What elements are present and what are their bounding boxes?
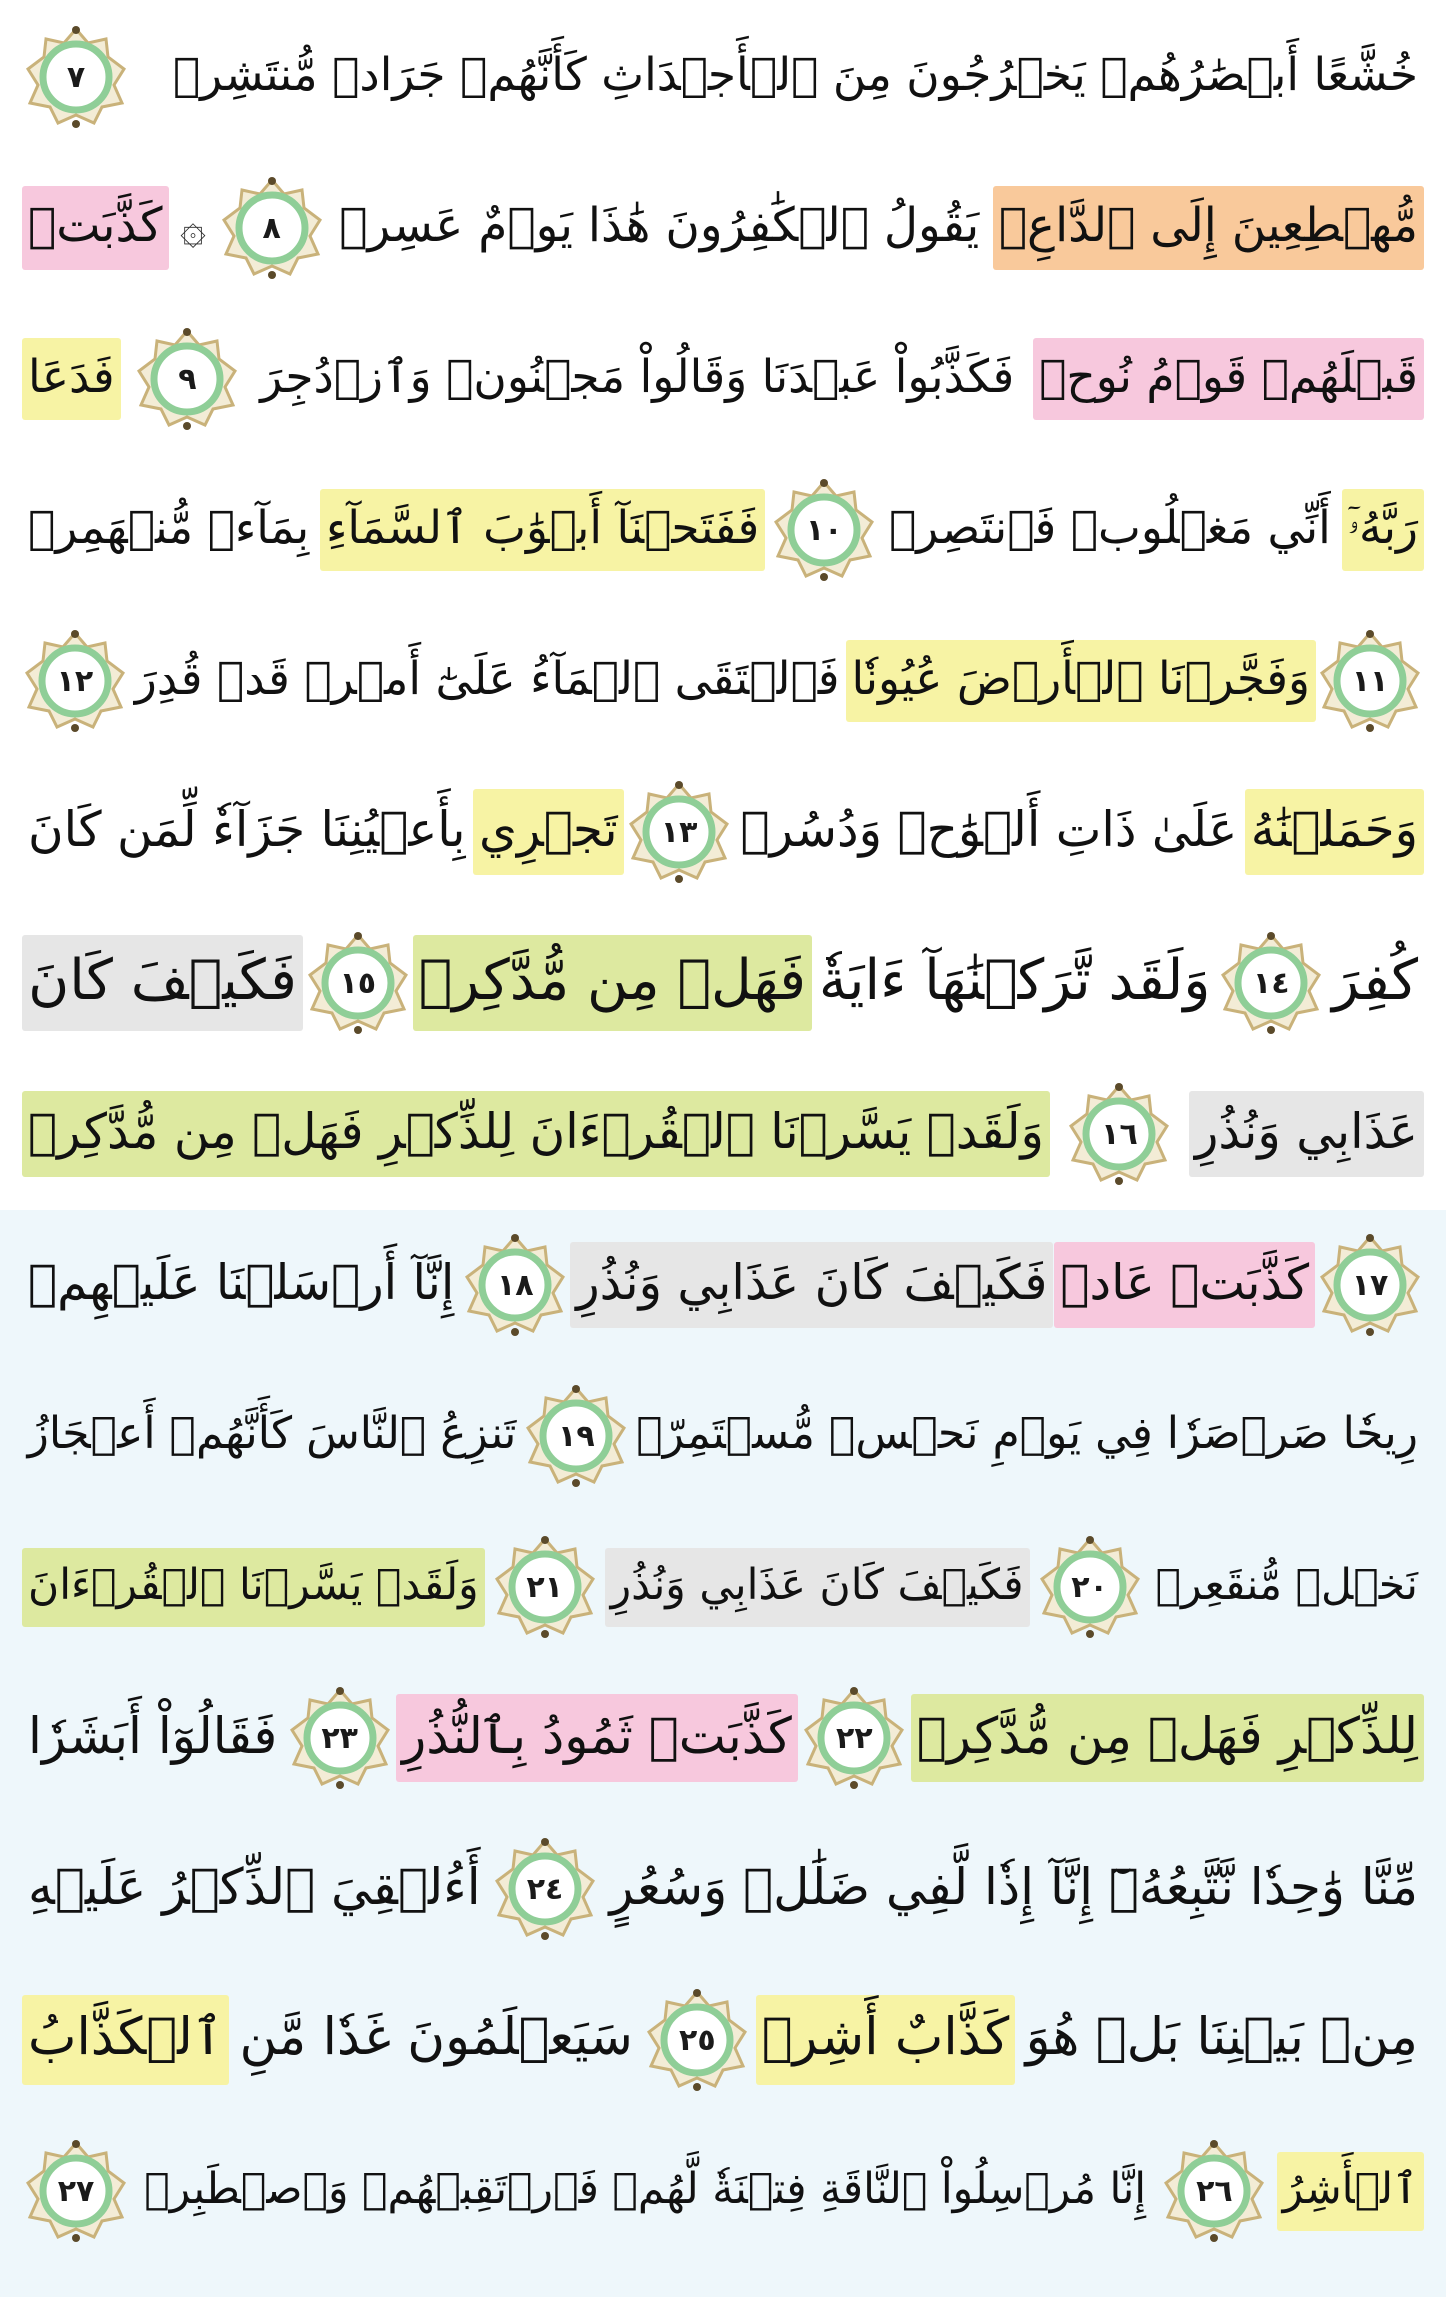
highlighted-verse-text: وَحَمَلۡنَٰهُ [1245, 789, 1424, 875]
verse-text: عَلَىٰ ذَاتِ أَلۡوَٰحٖ وَدُسُرٖ [740, 801, 1238, 858]
highlighted-verse-text: كَذَّبَتۡ ثَمُودُ بِٱلنُّذُرِ [396, 1694, 798, 1782]
text-line-2 [22, 163, 1424, 293]
text-line-1 [22, 12, 1424, 142]
highlighted-verse-text: فَدَعَا [22, 338, 121, 421]
highlighted-verse-text: ٱلۡأَشِرُ [1277, 2152, 1424, 2231]
ayah-number-marker [800, 1684, 908, 1792]
verse-text: نَخۡلٖ مُّنقَعِرٖ [1155, 1560, 1418, 1610]
highlighted-verse-text: وَلَقَدۡ يَسَّرۡنَا ٱلۡقُرۡءَانَ لِلذِّكۡرِ فَهَلۡ مِن مُّدَّكِرٖ [22, 1091, 1050, 1177]
ayah-number: ١٨ [496, 1267, 534, 1303]
text-line-15 [22, 2126, 1424, 2256]
ayah-number: ١٤ [1252, 965, 1290, 1001]
verse-text: أَنِّي مَغۡلُوبٞ فَٱنتَصِرۡ [888, 500, 1331, 554]
ayah-number-marker [304, 929, 412, 1037]
ayah-number: ١٦ [1101, 1116, 1138, 1152]
ayah-number-marker [625, 778, 733, 886]
highlighted-verse-text: فَكَيۡفَ كَانَ عَذَابِي وَنُذُرِ [570, 1242, 1053, 1328]
verse-text: خُشَّعًا أَبۡصَٰرُهُمۡ يَخۡرُجُونَ مِنَ ٱلۡأَجۡدَاثِ كَأَنَّهُمۡ جَرَادٞ مُّنتَشِرٞ [172, 47, 1418, 101]
ayah-number: ١٠ [805, 512, 843, 548]
ayah-number-marker [286, 1684, 394, 1792]
verse-text: مِنۢ بَيۡنِنَا بَلۡ هُوَ [1025, 2007, 1418, 2068]
verse-text: إِنَّآ أَرۡسَلۡنَا عَلَيۡهِمۡ [28, 1254, 455, 1311]
highlighted-verse-text: كَذَّبَتۡ [22, 186, 168, 270]
highlighted-verse-text: مُّهۡطِعِينَ إِلَى ٱلدَّاعِۖ [993, 186, 1424, 270]
highlighted-verse-text: قَبۡلَهُمۡ قَوۡمُ نُوحٖ [1033, 338, 1424, 421]
verse-text: رِيحٗا صَرۡصَرٗا فِي يَوۡمِ نَحۡسٖ مُّسۡتَمِرّٖ [636, 1407, 1418, 1459]
verse-text: بِمَآءٖ مُّنۡهَمِرٖ [28, 500, 310, 554]
verse-text: تَنزِعُ ٱلنَّاسَ كَأَنَّهُمۡ أَعۡجَازُ [27, 1407, 517, 1459]
ayah-number: ٨ [262, 210, 281, 246]
ayah-number-marker [643, 1986, 751, 2094]
text-line-8 [22, 1069, 1424, 1199]
ayah-number-marker [1316, 627, 1424, 735]
text-line-6 [22, 767, 1424, 897]
ayah-number-marker [1065, 1080, 1173, 1188]
ayah-number-marker [491, 1533, 599, 1641]
ayah-number-marker [133, 325, 241, 433]
highlighted-verse-text: وَلَقَدۡ يَسَّرۡنَا ٱلۡقُرۡءَانَ [22, 1548, 485, 1627]
rub-el-hizb-icon: ۞ [180, 202, 206, 254]
ayah-number-marker [1160, 2137, 1268, 2245]
text-line-9 [22, 1220, 1424, 1350]
text-line-12 [22, 1673, 1424, 1803]
highlighted-verse-text: فَكَيۡفَ كَانَ عَذَابِي وَنُذُرِ [605, 1548, 1030, 1627]
text-line-5 [22, 616, 1424, 746]
highlighted-verse-text: تَجۡرِي [473, 789, 624, 875]
ayah-number: ٢٥ [679, 2022, 716, 2058]
highlighted-verse-text: عَذَابِي وَنُذُرِ [1189, 1091, 1424, 1177]
ayah-number-marker [218, 174, 326, 282]
ayah-number-marker [491, 1835, 599, 1943]
highlighted-verse-text: فَهَلۡ مِن مُّدَّكِرٖ [413, 935, 812, 1030]
highlighted-verse-text: لِلذِّكۡرِ فَهَلۡ مِن مُّدَّكِرٖ [911, 1694, 1424, 1782]
ayah-number-marker [770, 476, 878, 584]
ayah-number: ٩ [178, 361, 197, 397]
verse-text: وَلَقَد تَّرَكۡنَٰهَآ ءَايَةٗ [818, 948, 1211, 1014]
ayah-number-marker [22, 2137, 130, 2245]
verse-text: مِّنَّا وَٰحِدٗا نَّتَّبِعُهُۥٓ إِنَّآ إِذٗا لَّفِي ضَلَٰلٖ وَسُعُرٍ [609, 1858, 1418, 1916]
verse-text: إِنَّا مُرۡسِلُواْ ٱلنَّاقَةِ فِتۡنَةٗ لَّهُمۡ فَٱرۡتَقِبۡهُمۡ وَٱصۡطَبِرۡ [144, 2164, 1147, 2214]
ayah-number: ١٩ [558, 1418, 595, 1454]
text-line-3 [22, 314, 1424, 444]
ayah-number-marker [1217, 929, 1325, 1037]
highlighted-verse-text: فَكَيۡفَ كَانَ [22, 935, 303, 1030]
ayah-number: ٢٧ [57, 2173, 95, 2209]
text-line-7 [22, 918, 1424, 1048]
text-line-10 [22, 1371, 1424, 1501]
ayah-number: ١٥ [339, 965, 377, 1001]
highlighted-verse-text: كَذَّبَتۡ عَادٞ [1054, 1242, 1315, 1328]
highlighted-verse-text: كَذَّابٌ أَشِرٞ [756, 1995, 1016, 2085]
ayah-number: ١١ [1351, 663, 1389, 699]
ayah-number: ٢١ [526, 1569, 563, 1605]
text-line-13 [22, 1824, 1424, 1954]
verse-text: كُفِرَ [1332, 948, 1418, 1014]
text-line-14 [22, 1975, 1424, 2105]
verse-text: أَءُلۡقِيَ ٱلذِّكۡرُ عَلَيۡهِ [28, 1858, 481, 1916]
verse-text: فَكَذَّبُواْ عَبۡدَنَا وَقَالُواْ مَجۡنُونٞ وَٱزۡدُجِرَ [260, 349, 1015, 403]
verse-text: يَقُولُ ٱلۡكَٰفِرُونَ هَٰذَا يَوۡمٌ عَسِرٞ [339, 197, 980, 253]
text-line-11 [22, 1522, 1424, 1652]
ayah-number: ٢٠ [1071, 1569, 1108, 1605]
highlighted-verse-text: رَبَّهُۥٓ [1342, 489, 1424, 572]
ayah-number: ٢٣ [321, 1720, 358, 1756]
text-line-4 [22, 465, 1424, 595]
ayah-number: ١٣ [660, 814, 698, 850]
highlighted-verse-text: فَفَتَحۡنَآ أَبۡوَٰبَ ٱلسَّمَآءِ [320, 489, 765, 572]
ayah-number-marker [1316, 1231, 1424, 1339]
ayah-number: ١٧ [1351, 1267, 1389, 1303]
ayah-number: ١٢ [56, 663, 94, 699]
highlighted-verse-text: ٱلۡكَذَّابُ [22, 1995, 229, 2085]
verse-text: فَقَالُوٓاْ أَبَشَرٗا [28, 1707, 278, 1765]
ayah-number: ٧ [66, 59, 86, 95]
ayah-number: ٢٤ [526, 1871, 564, 1907]
ayah-number-marker [461, 1231, 569, 1339]
ayah-number-marker [522, 1382, 630, 1490]
verse-text: سَيَعۡلَمُونَ غَدٗا مَّنِ [239, 2007, 633, 2068]
verse-text: فَٱلۡتَقَى ٱلۡمَآءُ عَلَىٰٓ أَمۡرٖ قَدۡ قُدِرَ [134, 651, 840, 705]
ayah-number-marker [22, 23, 130, 131]
ayah-number: ٢٢ [836, 1720, 873, 1756]
ayah-number-marker [21, 627, 129, 735]
verse-text: بِأَعۡيُنِنَا جَزَآءٗ لِّمَن كَانَ [28, 801, 466, 858]
ayah-number: ٢٦ [1196, 2173, 1233, 2209]
highlighted-verse-text: وَفَجَّرۡنَا ٱلۡأَرۡضَ عُيُونٗا [846, 640, 1317, 723]
ayah-number-marker [1036, 1533, 1144, 1641]
